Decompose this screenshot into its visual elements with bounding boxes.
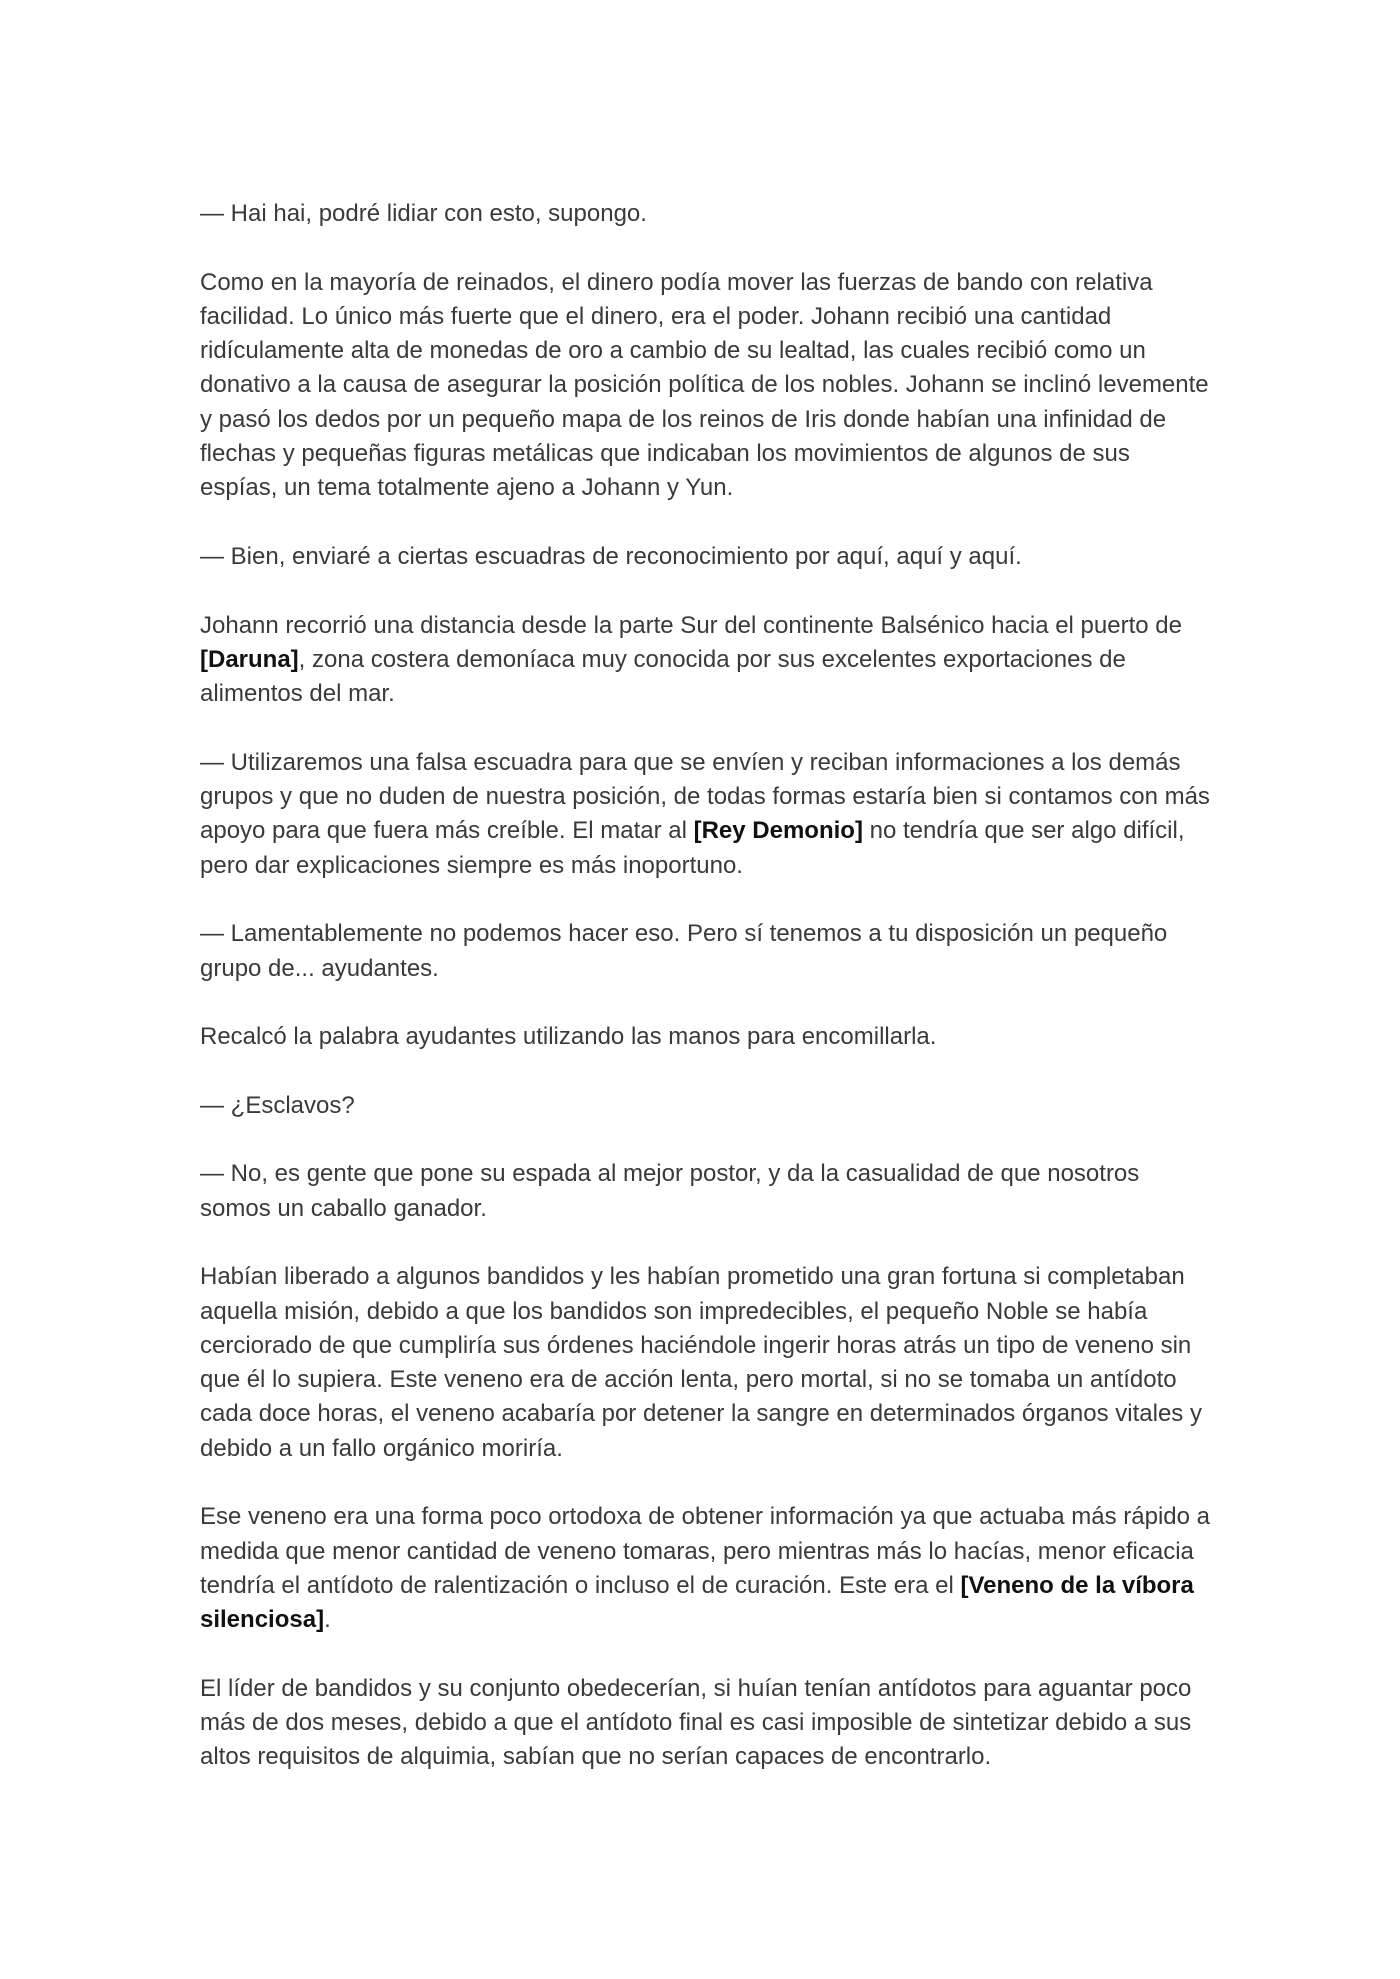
dialogue-paragraph: — No, es gente que pone su espada al mejor postor, y da la casualidad de que nosotros somos un caballo ganador. — [200, 1160, 1140, 1222]
narrative-paragraph: El líder de bandidos y su conjunto obedecerían, si huían tenían antídotos para aguantar poco más de dos meses, debido a que el antídoto final es casi imposible de sintetizar debido a sus altos requisitos de alquimia, sabían que no serían capaces de encontrarlo. — [200, 1674, 1192, 1771]
text-segment: . — [324, 1606, 331, 1634]
bold-term-veneno: [Veneno de la víbora silenciosa] — [200, 1571, 1194, 1634]
narrative-paragraph: Recalcó la palabra ayudantes utilizando las manos para encomillarla. — [200, 1023, 937, 1051]
narrative-paragraph: Como en la mayoría de reinados, el dinero podía mover las fuerzas de bando con relativa facilidad. Lo único más fuerte que el dinero, era el poder. Johann recibió una cantidad ridículamente alta de monedas de oro a cambio de su lealtad, las cuales recibió como un donativo a la causa de asegurar la posición política de los nobles. Johann se inclinó levemente y pasó los dedos por un pequeño mapa de los reinos de Iris donde habían una infinidad de flechas y pequeñas figuras metálicas que indicaban los movimientos de algunos de sus espías, un tema totalmente ajeno a Johann y Yun. — [200, 268, 1209, 502]
bold-term-rey-demonio: [Rey Demonio] — [693, 817, 863, 845]
text-segment: — Utilizaremos una falsa escuadra para que se envíen y reciban informaciones a los demás grupos y que no duden de nuestra posición, de todas formas estaría bien si contamos con más apoyo para que fuera más creíble. El matar al — [200, 748, 1210, 845]
text-segment: Johann recorrió una distancia desde la parte Sur del continente Balsénico hacia el puerto de — [200, 611, 1182, 639]
narrative-paragraph — [200, 609, 1210, 712]
bold-term-daruna: [Daruna] — [200, 645, 299, 673]
document-page — [200, 197, 1210, 1809]
dialogue-paragraph — [200, 746, 1210, 883]
dialogue-paragraph: — Bien, enviaré a ciertas escuadras de reconocimiento por aquí, aquí y aquí. — [200, 542, 1022, 570]
text-segment: no tendría que ser algo difícil, pero dar explicaciones siempre es más inoportuno. — [200, 817, 1185, 879]
text-segment: Ese veneno era una forma poco ortodoxa de obtener información ya que actuaba más rápido a medida que menor cantidad de veneno tomaras, pero mientras más lo hacías, menor eficacia tendría el antídoto de ralentización o incluso el de curación. Este era el — [200, 1503, 1210, 1599]
text-segment: , zona costera demoníaca muy conocida por sus excelentes exportaciones de alimentos del mar. — [200, 645, 1126, 708]
dialogue-paragraph: — ¿Esclavos? — [200, 1091, 355, 1119]
dialogue-paragraph: — Hai hai, podré lidiar con esto, supongo. — [200, 200, 647, 227]
dialogue-paragraph: — Lamentablemente no podemos hacer eso. Pero sí tenemos a tu disposición un pequeño grupo de... ayudantes. — [200, 920, 1168, 982]
narrative-paragraph: Habían liberado a algunos bandidos y les habían prometido una gran fortuna si completaban aquella misión, debido a que los bandidos son impredecibles, el pequeño Noble se había cerciorado de que cumpliría sus órdenes haciéndole ingerir horas atrás un tipo de veneno sin que él lo supiera. Este veneno era de acción lenta, pero mortal, si no se tomaba un antídoto cada doce horas, el veneno acabaría por detener la sangre en determinados órganos vitales y debido a un fallo orgánico moriría. — [200, 1263, 1202, 1462]
narrative-paragraph — [200, 1500, 1210, 1637]
